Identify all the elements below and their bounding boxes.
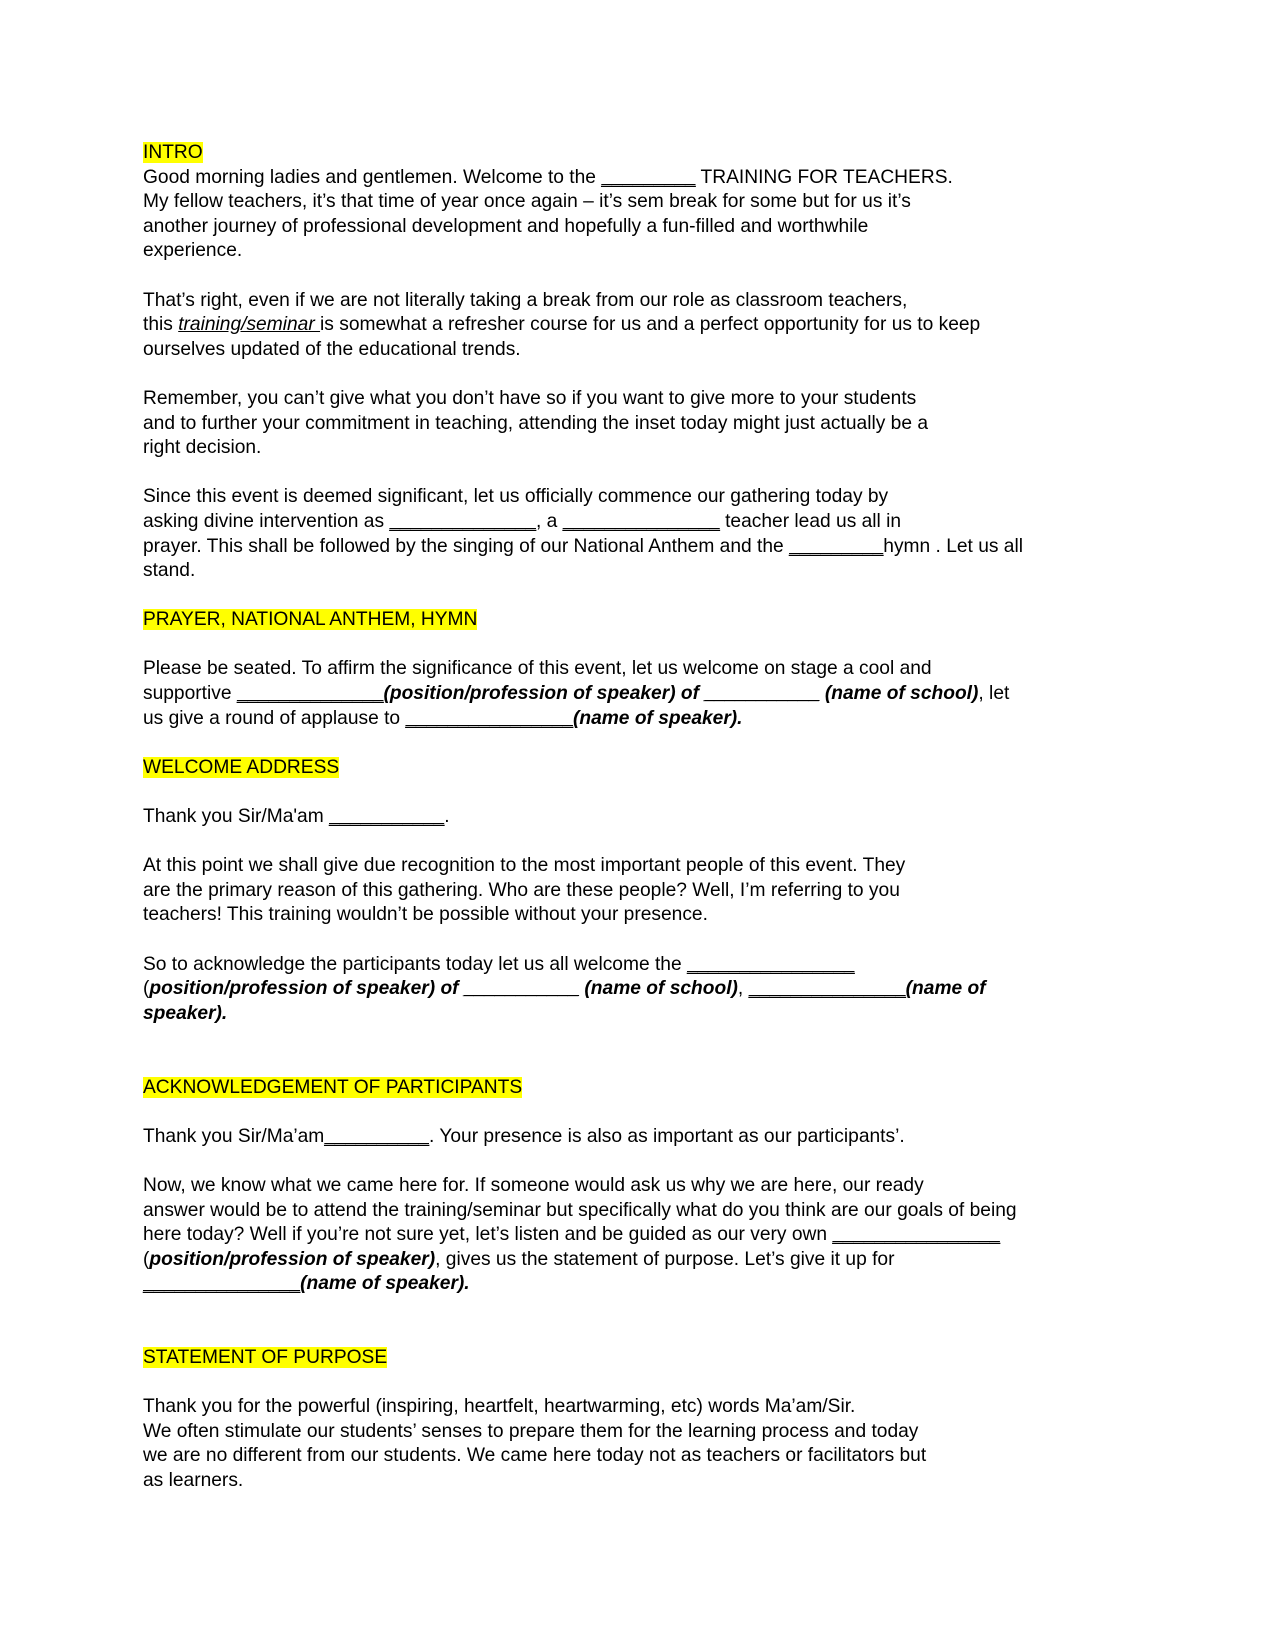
welcome-paragraph-3	[143, 953, 1070, 1027]
welcome-p2-l2: are the primary reason of this gathering. Who are these people? Well, I’m referring to you	[143, 879, 900, 901]
paragraph-gap	[143, 1100, 1070, 1125]
intro-p1-l1a: Good morning ladies and gentlemen. Welcome to the	[143, 166, 602, 188]
welcome-p3-l3: speaker).	[143, 1002, 228, 1024]
intro-p1-l1b: TRAINING FOR TEACHERS.	[695, 166, 953, 188]
ack-p2-l2: answer would be to attend the training/seminar but specifically what do you think are our goals of being	[143, 1199, 1017, 1221]
intro-heading-text: INTRO	[143, 142, 203, 163]
intro-p1-l3: another journey of professional development and hopefully a fun-filled and worthwhile	[143, 215, 869, 237]
ack-p2-em2: (name of speaker).	[300, 1273, 470, 1295]
statement-p1-l2: We often stimulate our students’ senses to prepare them for the learning process and today	[143, 1420, 919, 1442]
section-heading-intro	[143, 141, 1070, 166]
statement-p1-l4: as learners.	[143, 1470, 244, 1492]
intro-p3-l2: and to further your commitment in teaching, attending the inset today might just actually be a	[143, 412, 928, 434]
intro-paragraph-3	[143, 387, 1070, 461]
paragraph-gap	[143, 362, 1070, 387]
intro-p2-l1: That’s right, even if we are not literally taking a break from our role as classroom teachers,	[143, 289, 908, 311]
welcome-p3-em3: (name of	[905, 978, 986, 1000]
welcome-paragraph-1	[143, 805, 1070, 830]
acknowledgement-heading-text: ACKNOWLEDGEMENT OF PARTICIPANTS	[143, 1076, 523, 1098]
welcome-p1-b: .	[444, 806, 450, 828]
welcome-p1-a: Thank you Sir/Ma'am	[143, 806, 330, 828]
intro-p4-l4: stand.	[143, 560, 196, 582]
intro-p2-emphasis: training/seminar	[178, 314, 321, 336]
section-heading-acknowledgement	[143, 1076, 1070, 1101]
intro-p4-l1: Since this event is deemed significant, let us officially commence our gathering today by	[143, 486, 889, 508]
statement-p1-l1: Thank you for the powerful (inspiring, heartfelt, heartwarming, etc) words Ma’am/Sir.	[143, 1396, 856, 1418]
ack-p1-blank: __________	[324, 1125, 429, 1147]
paragraph-gap	[143, 928, 1070, 953]
welcome-p3-blank1: ________________	[686, 953, 855, 975]
welcome-p3-em2: (name of school)	[579, 978, 738, 1000]
paragraph-gap	[143, 1371, 1070, 1396]
acknowledgement-paragraph-2	[143, 1174, 1070, 1297]
statement-p1-l3: we are no different from our students. We came here today not as teachers or facilitators but	[143, 1445, 927, 1467]
prayer-p1-l1: Please be seated. To affirm the significance of this event, let us welcome on stage a cool and	[143, 658, 932, 680]
ack-p1-b: . Your presence is also as important as our participants’.	[429, 1125, 905, 1147]
intro-p1-l2: My fellow teachers, it’s that time of year once again – it’s sem break for some but for us it’s	[143, 191, 911, 213]
welcome-p2-l3: teachers! This training wouldn’t be possible without your presence.	[143, 904, 708, 926]
ack-p2-l1: Now, we know what we came here for. If someone would ask us why we are here, our ready	[143, 1174, 924, 1196]
intro-p3-l3: right decision.	[143, 437, 262, 459]
prayer-p1-em1: (position/profession of speaker) of	[383, 683, 705, 705]
welcome-p3-blank2: ___________	[463, 978, 580, 1000]
prayer-paragraph-1	[143, 657, 1070, 731]
prayer-p1-l3a: us give a round of applause to	[143, 707, 406, 729]
paragraph-gap	[143, 264, 1070, 289]
ack-p1-a: Thank you Sir/Ma’am	[143, 1125, 325, 1147]
statement-heading-text: STATEMENT OF PURPOSE	[143, 1347, 388, 1369]
paragraph-gap	[143, 830, 1070, 855]
ack-p2-em1: position/profession of speaker)	[149, 1248, 436, 1270]
welcome-p3-comma: ,	[737, 978, 749, 1000]
intro-p2-l3: ourselves updated of the educational trends.	[143, 338, 521, 360]
prayer-p1-l2b: , let	[978, 683, 1010, 705]
intro-p3-l1: Remember, you can’t give what you don’t have so if you want to give more to your students	[143, 387, 917, 409]
ack-p2-blank2: _______________	[143, 1273, 301, 1295]
prayer-p1-em3: (name of speaker).	[572, 707, 743, 729]
welcome-p2-l1: At this point we shall give due recognition to the most important people of this event. They	[143, 855, 906, 877]
section-heading-prayer	[143, 608, 1070, 633]
welcome-p1-blank: ___________	[329, 806, 445, 828]
paragraph-gap	[143, 461, 1070, 486]
intro-p1-blank1: _________	[601, 166, 696, 188]
welcome-p3-open-paren: (	[143, 978, 150, 1000]
ack-p2-l3a: here today? Well if you’re not sure yet, let’s listen and be guided as our very own	[143, 1224, 833, 1246]
prayer-p1-blank3: ________________	[405, 707, 573, 729]
section-heading-statement	[143, 1346, 1070, 1371]
section-heading-welcome	[143, 756, 1070, 781]
welcome-p3-em1: position/profession of speaker) of	[149, 978, 464, 1000]
paragraph-gap	[143, 731, 1070, 756]
prayer-p1-l2a: supportive	[143, 683, 237, 705]
welcome-p3-blank3: _______________	[748, 978, 906, 1000]
intro-paragraph-4	[143, 485, 1070, 583]
intro-p4-l3b: hymn . Let us all	[883, 535, 1023, 557]
ack-p2-blank1: ________________	[832, 1224, 1000, 1246]
acknowledgement-paragraph-1	[143, 1125, 1070, 1150]
ack-p2-l4b: , gives us the statement of purpose. Let’s give it up for	[435, 1248, 895, 1270]
statement-paragraph-1	[143, 1395, 1070, 1493]
intro-p4-l2a: asking divine intervention as	[143, 510, 390, 532]
intro-p2-l2b: is somewhat a refresher course for us and a perfect opportunity for us to keep	[320, 314, 981, 336]
prayer-p1-blank2: ___________	[704, 683, 820, 705]
prayer-heading-text: PRAYER, NATIONAL ANTHEM, HYMN	[143, 609, 478, 631]
prayer-p1-blank1: ______________	[236, 683, 384, 705]
welcome-p3-l1a: So to acknowledge the participants today let us all welcome the	[143, 953, 687, 975]
welcome-heading-text: WELCOME ADDRESS	[143, 756, 340, 778]
intro-paragraph-1	[143, 166, 1070, 264]
welcome-paragraph-2	[143, 854, 1070, 928]
ack-p2-open-paren: (	[143, 1248, 150, 1270]
paragraph-gap	[143, 780, 1070, 805]
paragraph-gap	[143, 1149, 1070, 1174]
intro-p4-l3a: prayer. This shall be followed by the singing of our National Anthem and the	[143, 535, 790, 557]
intro-p1-l4: experience.	[143, 240, 243, 262]
intro-p4-l2b: , a	[536, 510, 563, 532]
intro-p2-l2a: this	[143, 314, 179, 336]
intro-p4-blank1: ______________	[389, 510, 536, 532]
document-body	[143, 141, 1070, 1494]
paragraph-gap	[143, 633, 1070, 658]
section-gap	[143, 1026, 1070, 1075]
prayer-p1-em2: (name of school)	[819, 683, 979, 705]
intro-p4-l2c: teacher lead us all in	[719, 510, 902, 532]
intro-paragraph-2	[143, 289, 1070, 363]
intro-p4-blank2: _______________	[562, 510, 720, 532]
intro-p4-blank3: _________	[789, 535, 884, 557]
paragraph-gap	[143, 584, 1070, 609]
section-gap	[143, 1297, 1070, 1346]
